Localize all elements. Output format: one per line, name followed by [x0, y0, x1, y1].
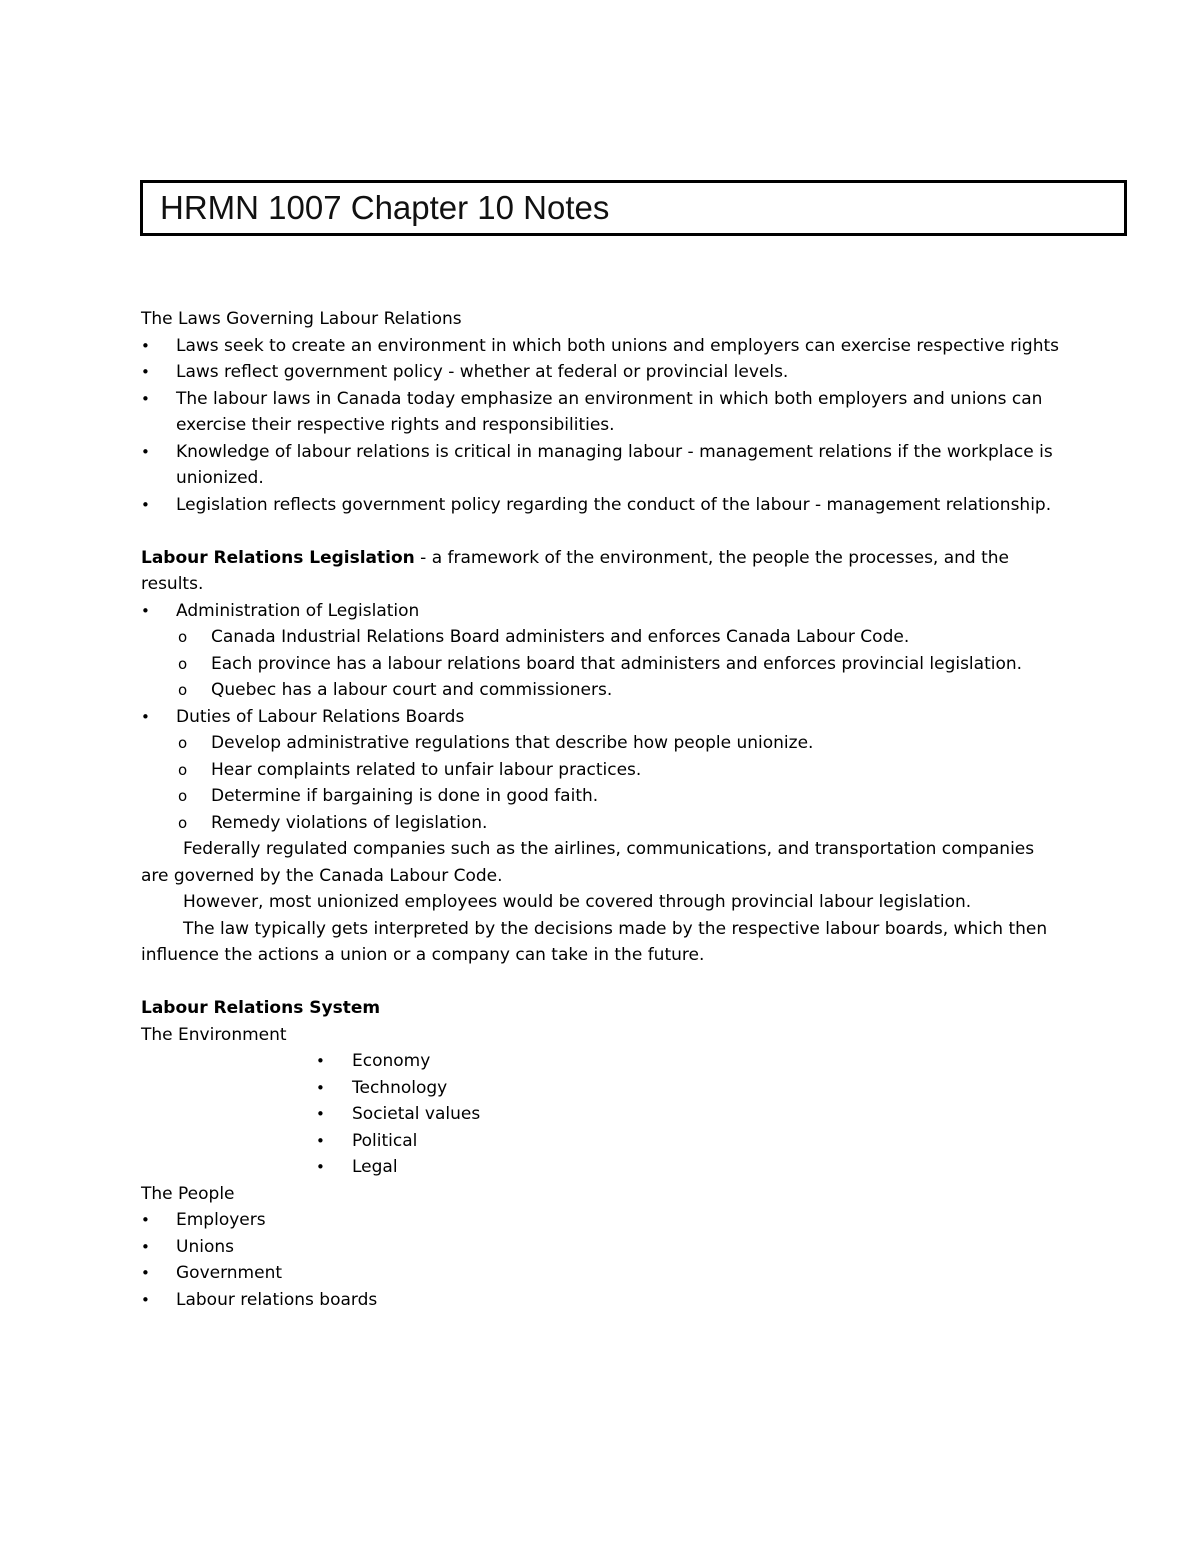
bullet-icon: •: [141, 442, 150, 461]
sub-list-item: [141, 624, 1061, 651]
bullet-icon: •: [316, 1052, 325, 1070]
section-heading-laws: The Laws Governing Labour Relations: [141, 309, 462, 329]
list-item-text: Legal: [352, 1157, 398, 1177]
sub-list-item: [141, 783, 1061, 810]
paragraph: However, most unionized employees would be covered through provincial labour legislation.: [183, 892, 972, 912]
heading-bold: Labour Relations Legislation: [141, 547, 415, 568]
list-item: [141, 1048, 1061, 1075]
bullet-icon: •: [141, 389, 150, 408]
page-title: HRMN 1007 Chapter 10 Notes: [160, 189, 610, 226]
bullet-icon: •: [141, 363, 150, 381]
list-item-text: Laws seek to create an environment in which both unions and employers can exercise respective rights: [176, 335, 1059, 356]
bullet-icon: •: [141, 1237, 150, 1256]
subheading-environment: The Environment: [141, 1024, 287, 1045]
list-item: [141, 386, 1061, 439]
list-item-text: Societal values: [352, 1104, 481, 1124]
list-item-text: Technology: [352, 1077, 448, 1098]
heading-rest: - a framework of the environment, the people the processes, and the results.: [141, 547, 1010, 594]
sub-list-item-text: Develop administrative regulations that describe how people unionize.: [211, 733, 814, 753]
list-item-text: Legislation reflects government policy regarding the conduct of the labour - management relationship.: [176, 494, 1052, 515]
bullet-icon: •: [141, 707, 150, 726]
list-item: [141, 439, 1061, 492]
list-item: [141, 1154, 1061, 1181]
sub-bullet-icon: o: [178, 787, 188, 805]
sub-list-item-text: Remedy violations of legislation.: [211, 812, 488, 833]
spacer: [141, 969, 1061, 996]
sub-list-item-text: Each province has a labour relations board that administers and enforces provincial legislation.: [211, 653, 1023, 674]
list-item-text: The labour laws in Canada today emphasize an environment in which both employers and unions can exercise their respective rights and responsibilities.: [176, 388, 1043, 435]
sub-bullet-icon: o: [178, 654, 188, 673]
list-item-text: Unions: [176, 1236, 234, 1257]
bullet-icon: •: [316, 1105, 325, 1123]
list-item-text: Administration of Legislation: [176, 600, 420, 621]
list-item-text: Duties of Labour Relations Boards: [176, 706, 465, 727]
sub-bullet-icon: o: [178, 760, 188, 779]
section-heading-legislation: [141, 545, 1061, 598]
list-item: [141, 1101, 1061, 1128]
section-heading-system: Labour Relations System: [141, 998, 381, 1018]
sub-bullet-icon: o: [178, 813, 188, 832]
spacer: [141, 518, 1061, 545]
list-item: [141, 598, 1061, 625]
list-item: [141, 1128, 1061, 1155]
list-item-text: Economy: [352, 1051, 431, 1071]
list-item: [141, 492, 1061, 519]
sub-list-item: [141, 651, 1061, 678]
sub-list-item: [141, 810, 1061, 837]
subheading-people: The People: [141, 1183, 235, 1204]
sub-list-item-text: Hear complaints related to unfair labour practices.: [211, 759, 642, 780]
title-box: [140, 180, 1127, 236]
paragraph: Federally regulated companies such as the airlines, communications, and transportation companies are governed by the Canada Labour Code.: [141, 839, 1035, 886]
bullet-icon: •: [141, 336, 150, 355]
sub-list-item: [141, 677, 1061, 704]
list-item: [141, 1260, 1061, 1287]
list-item-text: Labour relations boards: [176, 1289, 378, 1310]
bullet-icon: •: [316, 1078, 325, 1097]
sub-bullet-icon: o: [178, 734, 188, 752]
list-item-text: Laws reflect government policy - whether at federal or provincial levels.: [176, 362, 789, 382]
paragraph: The law typically gets interpreted by the decisions made by the respective labour boards, which then influence the actions a union or a company can take in the future.: [141, 918, 1048, 965]
list-item: [141, 1207, 1061, 1234]
list-item-text: Government: [176, 1263, 283, 1283]
list-item: [141, 704, 1061, 731]
list-item: [141, 1234, 1061, 1261]
sub-list-item: [141, 757, 1061, 784]
list-item: [141, 1075, 1061, 1102]
list-item: [141, 359, 1061, 386]
bullet-icon: •: [316, 1158, 325, 1176]
list-item-text: Knowledge of labour relations is critical in managing labour - management relations if the workplace is unionized.: [176, 441, 1053, 488]
list-item: [141, 333, 1061, 360]
sub-list-item-text: Canada Industrial Relations Board administers and enforces Canada Labour Code.: [211, 627, 910, 647]
sub-list-item-text: Determine if bargaining is done in good faith.: [211, 786, 599, 806]
sub-list-item: [141, 730, 1061, 757]
bullet-icon: •: [141, 601, 150, 620]
bullet-icon: •: [141, 1264, 150, 1282]
list-item-text: Political: [352, 1130, 418, 1151]
bullet-icon: •: [141, 1211, 150, 1229]
sub-bullet-icon: o: [178, 628, 188, 646]
list-item-text: Employers: [176, 1210, 266, 1230]
sub-bullet-icon: o: [178, 681, 188, 699]
bullet-icon: •: [316, 1131, 325, 1150]
document-body: [141, 306, 1061, 1313]
list-item: [141, 1287, 1061, 1314]
bullet-icon: •: [141, 495, 150, 514]
sub-list-item-text: Quebec has a labour court and commissioners.: [211, 680, 613, 700]
bullet-icon: •: [141, 1290, 150, 1309]
